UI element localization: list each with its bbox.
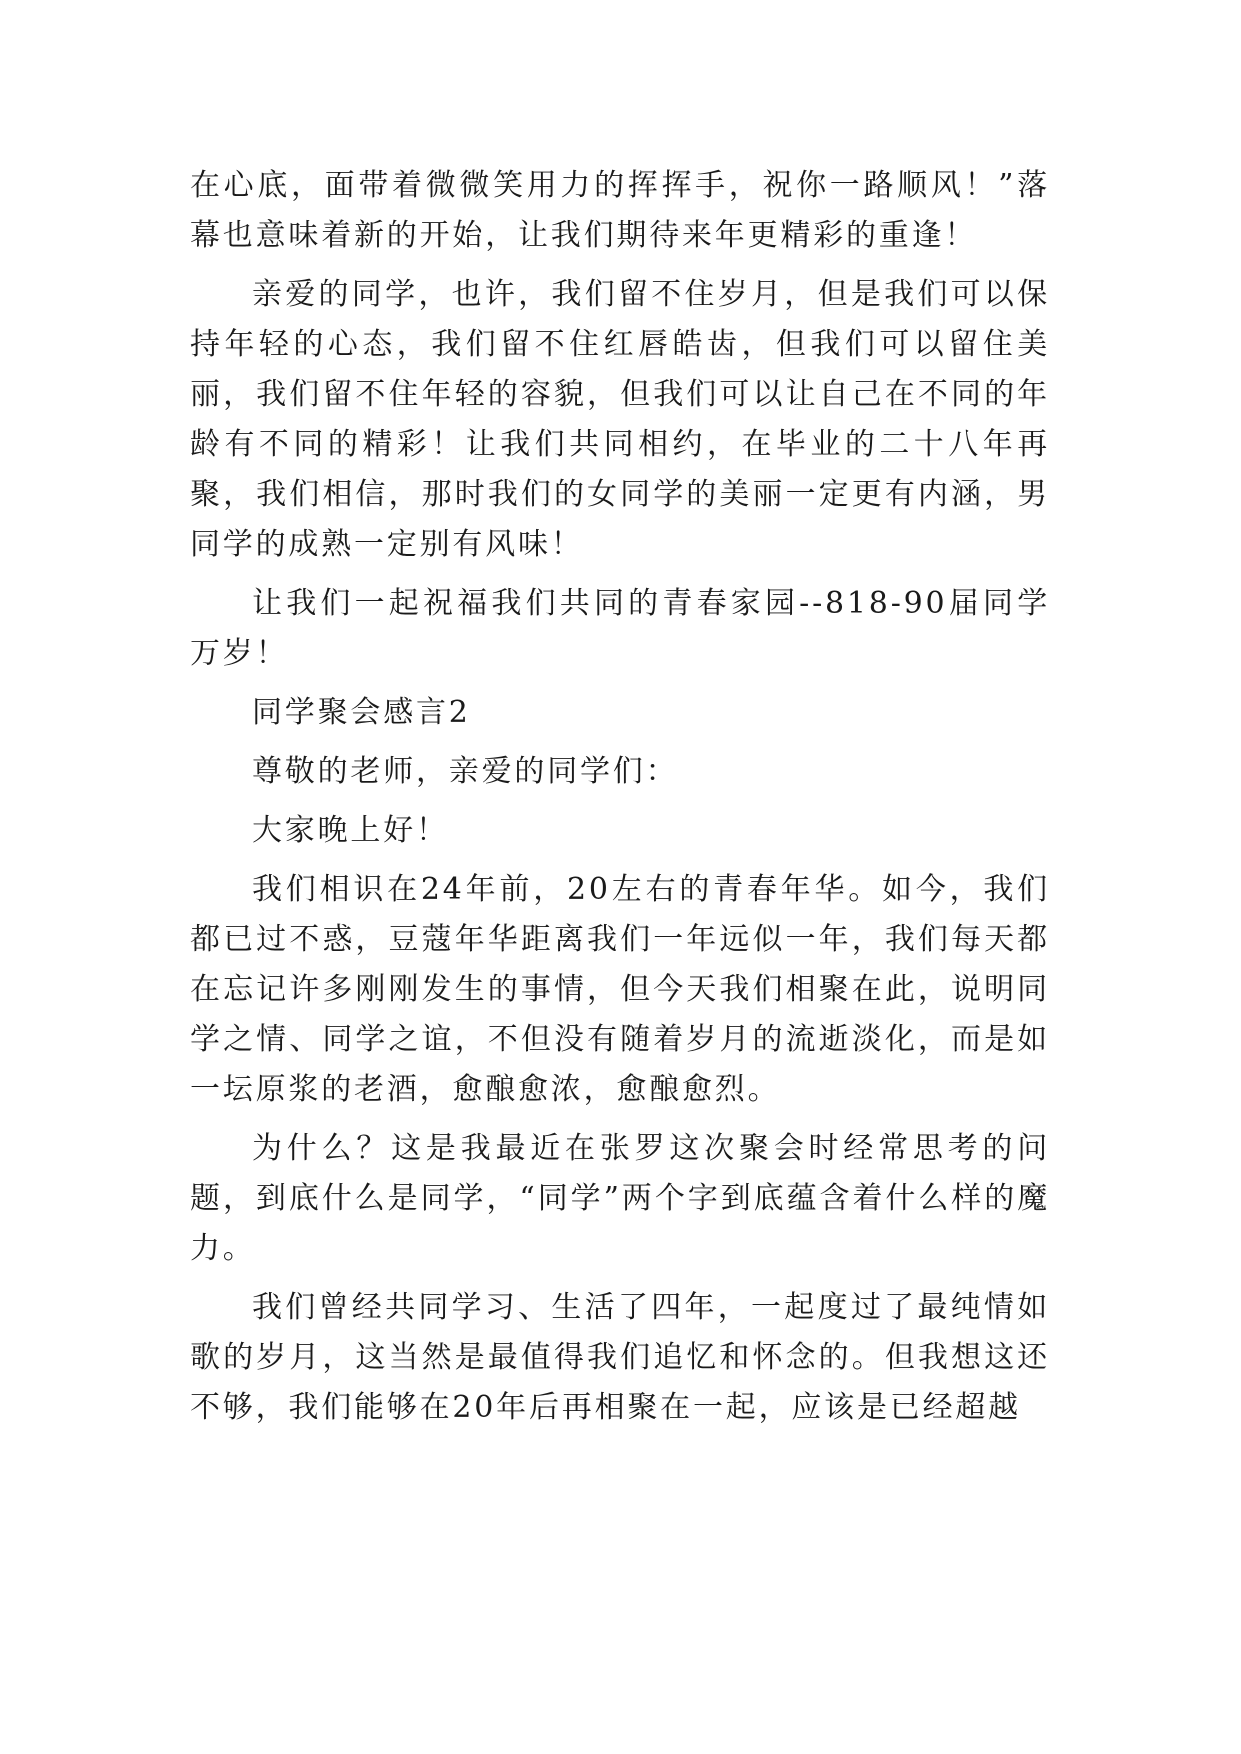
salutation: 尊敬的老师，亲爱的同学们： bbox=[252, 754, 679, 789]
paragraph-9: 我们曾经共同学习、生活了四年，一起度过了最纯情如歌的岁月，这当然是最值得我们追忆和怀念的。但我想这还不够，我们能够在20年后再相聚在一起，应该是已经超越 bbox=[190, 1290, 1050, 1425]
section-heading: 同学聚会感言2 bbox=[252, 695, 471, 730]
paragraph-7: 我们相识在24年前，20左右的青春年华。如今，我们都已过不惑，豆蔻年华距离我们一年远似一年，我们每天都在忘记许多刚刚发生的事情，但今天我们相聚在此，说明同学之情、同学之谊，不但没有随着岁月的流逝淡化，而是如一坛原浆的老酒，愈酿愈浓，愈酿愈烈。 bbox=[190, 872, 1050, 1107]
paragraph-1: 在心底，面带着微微笑用力的挥挥手，祝你一路顺风！”落幕也意味着新的开始，让我们期待来年更精彩的重逢！ bbox=[190, 168, 1050, 253]
paragraph-2: 亲爱的同学，也许，我们留不住岁月，但是我们可以保持年轻的心态，我们留不住红唇皓齿，但我们可以留住美丽，我们留不住年轻的容貌，但我们可以让自己在不同的年龄有不同的精彩！让我们共同相约，在毕业的二十八年再聚，我们相信，那时我们的女同学的美丽一定更有内涵，男同学的成熟一定别有风味！ bbox=[190, 277, 1050, 562]
paragraph-8: 为什么？这是我最近在张罗这次聚会时经常思考的问题，到底什么是同学，“同学”两个字到底蕴含着什么样的魔力。 bbox=[190, 1131, 1050, 1266]
greeting: 大家晚上好！ bbox=[252, 813, 449, 848]
paragraph-3: 让我们一起祝福我们共同的青春家园--818-90届同学万岁！ bbox=[190, 586, 1050, 671]
document-body bbox=[190, 161, 1050, 1442]
